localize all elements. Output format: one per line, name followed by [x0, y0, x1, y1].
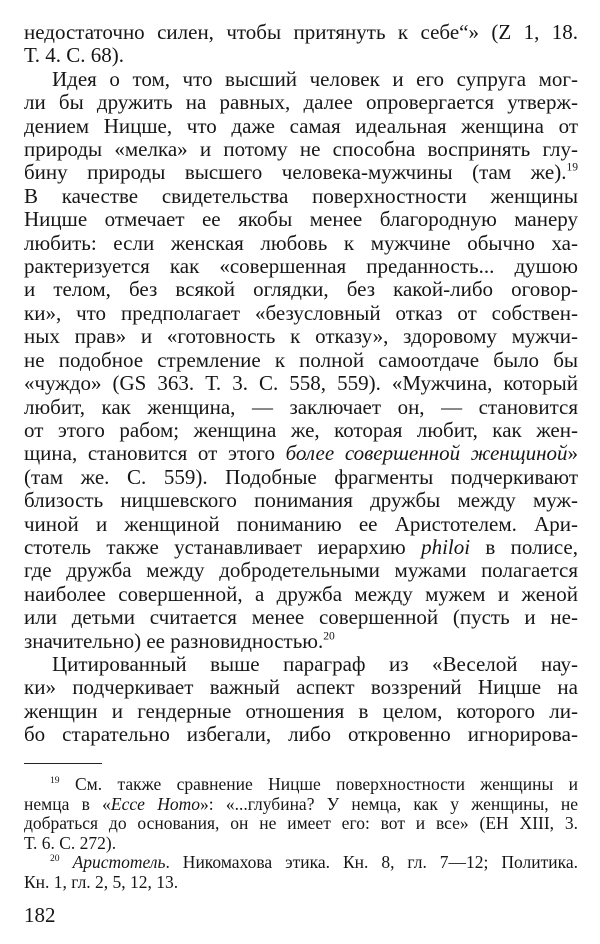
- text-line: [24, 255, 578, 278]
- paragraph: [24, 653, 578, 747]
- text-run: женщин и гендерные отношения в целом, которого ли-: [24, 698, 578, 723]
- text-line: [24, 700, 578, 723]
- text-line: [24, 349, 578, 372]
- text-line: [24, 606, 578, 629]
- text-line: [24, 372, 578, 395]
- text-run: В качестве свидетельства поверхностности женщины: [24, 183, 578, 208]
- text-run: немца в «: [24, 793, 111, 814]
- text-line: [24, 185, 578, 208]
- footnote: [24, 853, 578, 892]
- text-run: стотель также устанавливает иерархию: [24, 534, 422, 559]
- text-line: [24, 138, 578, 161]
- footnote-marker: 19: [566, 161, 578, 174]
- text-line: [24, 775, 578, 795]
- text-run: ных прав» и «готовность к отказу», здоровому мужчи-: [24, 324, 578, 349]
- text-run: бо старательно избегали, либо откровенно игнорирова-: [24, 722, 578, 747]
- text-line: [24, 466, 578, 489]
- footnote: [24, 775, 578, 853]
- text-run: близость ницшевского понимания дружбы между муж-: [24, 488, 578, 513]
- text-line: [24, 208, 578, 231]
- text-line: [24, 325, 578, 348]
- text-run: бину природы высшего человека-мужчины (там же).: [24, 160, 567, 185]
- text-line: [24, 795, 578, 815]
- page-number: 182: [24, 903, 56, 927]
- text-run: ки», что предполагает «безусловный отказ от собствен-: [24, 300, 578, 325]
- paragraph: [24, 68, 578, 653]
- italic-text: более совершенной женщиной: [285, 441, 568, 466]
- text-run: любить: если женская любовь к мужчине обычно ха-: [24, 230, 578, 255]
- text-line: [24, 536, 578, 559]
- text-line: [24, 91, 578, 114]
- text-run: ли бы дружить на равных, далее опровергается утверж-: [24, 90, 578, 115]
- text-run: Ницше отмечает ее якобы менее благородную манеру: [24, 207, 578, 232]
- text-run: Цитированный выше параграф из «Веселой нау-: [52, 651, 578, 676]
- body-text: [24, 21, 578, 747]
- text-line: [24, 513, 578, 536]
- text-run: См. также сравнение Ницше поверхностности женщины и: [59, 774, 578, 794]
- footnote-marker: 20: [50, 853, 60, 865]
- text-run: . Никомахова этика. Кн. 8, гл. 7—12; Политика.: [165, 852, 578, 873]
- footnote-separator: [24, 763, 102, 764]
- text-run: наиболее совершенной, а дружба между мужем и женой: [24, 581, 578, 606]
- text-run: рактеризуется как «совершенная преданность... душою: [24, 254, 578, 279]
- text-run: и телом, без всякой оглядки, без какой-либо оговор-: [24, 277, 578, 302]
- text-run: не подобное стремление к полной самоотдаче было бы: [24, 347, 578, 372]
- text-line: [24, 21, 578, 44]
- text-line: [24, 834, 578, 854]
- text-line: [24, 583, 578, 606]
- paragraph: [24, 21, 578, 68]
- text-run: ки» подчеркивает важный аспект воззрений Ницше на: [24, 675, 578, 700]
- footnotes: [24, 775, 578, 893]
- text-run: природы «мелка» и потому не способна воспринять глу-: [24, 137, 578, 162]
- text-run: Кн. 1, гл. 2, 5, 12, 13.: [24, 871, 179, 892]
- text-line: [24, 559, 578, 582]
- text-run: Т. 6. С. 272).: [24, 832, 117, 853]
- text-line: [24, 873, 578, 893]
- text-run: »: [567, 441, 578, 466]
- text-line: [24, 442, 578, 465]
- text-line: [24, 302, 578, 325]
- text-run: любит, как женщина, — заключает он, — становится: [24, 394, 578, 419]
- text-run: значительно) ее разновидностью.: [24, 628, 324, 653]
- text-run: дением Ницше, что даже самая идеальная женщина от: [24, 113, 578, 138]
- text-run: щина, становится от этого: [24, 441, 286, 466]
- text-line: [24, 396, 578, 419]
- text-line: [24, 419, 578, 442]
- text-line: [24, 489, 578, 512]
- text-line: [24, 44, 578, 67]
- text-run: [60, 852, 73, 872]
- italic-text: philoi: [421, 534, 471, 559]
- footnote-marker: 20: [323, 629, 335, 642]
- italic-text: Аристотель: [72, 852, 166, 873]
- text-line: [24, 814, 578, 834]
- text-run: чиной и женщиной пониманию ее Аристотелем. Ари-: [24, 511, 578, 536]
- text-run: от этого рабом; женщина же, которая любит, как жен-: [24, 417, 578, 442]
- text-run: «чуждо» (GS 363. Т. 3. С. 558, 559). «Мужчина, который: [24, 371, 578, 396]
- text-run: недостаточно силен, чтобы притянуть к себе“» (Z 1, 18.: [24, 20, 578, 44]
- text-run: Т. 4. С. 68).: [24, 43, 124, 68]
- text-run: в полисе,: [470, 534, 578, 559]
- text-line: [24, 278, 578, 301]
- text-line: [24, 723, 578, 746]
- text-line: [24, 115, 578, 138]
- footnote-marker: 19: [50, 774, 60, 786]
- text-run: (там же. С. 559). Подобные фрагменты подчеркивают: [24, 464, 578, 489]
- text-line: [24, 68, 578, 91]
- text-line: [24, 653, 578, 676]
- text-run: где дружба между добродетельными мужами полагается: [24, 558, 578, 583]
- text-line: [24, 676, 578, 699]
- italic-text: Ecce Homo: [110, 793, 200, 814]
- text-run: »: «...глубина? У немца, как у женщины, не: [199, 793, 578, 814]
- text-line: [24, 630, 578, 653]
- text-run: Идея о том, что высший человек и его супруга мог-: [52, 66, 578, 91]
- text-line: [24, 853, 578, 873]
- text-run: или детьми считается менее совершенной (пусть и не-: [24, 605, 578, 630]
- text-line: [24, 161, 578, 184]
- text-run: добраться до основания, он не имеет его: вот и все» (EH XIII, 3.: [24, 813, 578, 834]
- text-line: [24, 232, 578, 255]
